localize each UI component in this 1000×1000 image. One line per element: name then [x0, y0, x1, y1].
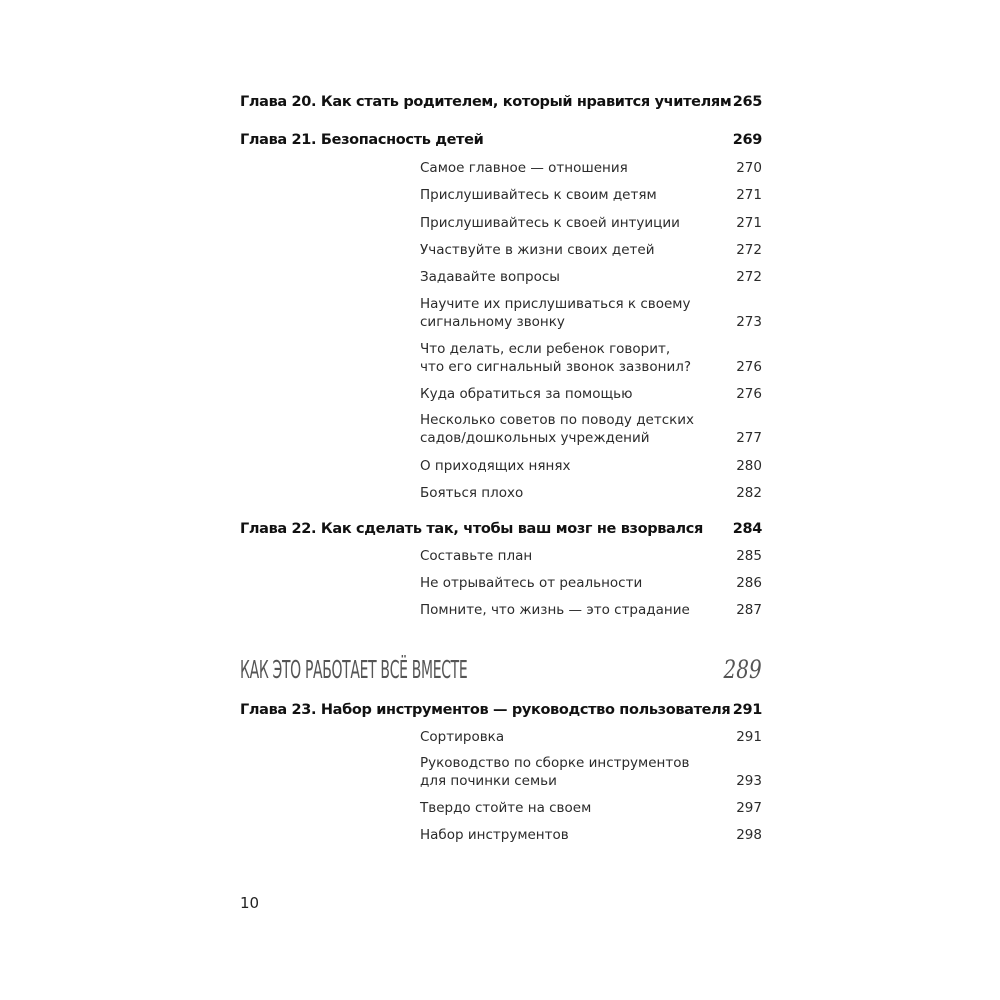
chapter-title: Глава 22. Как сделать так, чтобы ваш мозг не взорвался	[240, 521, 703, 537]
entry-page-number: 285	[736, 548, 762, 564]
entry-title: Что делать, если ребенок говорит, что его сигнальный звонок зазвонил?	[420, 341, 692, 375]
entry-title: Куда обратиться за помощью	[420, 386, 633, 402]
entry-page-number: 276	[736, 359, 762, 375]
entry-page-number: 291	[736, 729, 762, 745]
entry-page-number: 276	[736, 386, 762, 402]
entry-page-number: 272	[736, 242, 762, 258]
entry-title: Руководство по сборке инструментов для починки семьи	[420, 755, 690, 789]
entry-page-number: 271	[736, 187, 762, 203]
part-page-number: 289	[723, 655, 762, 684]
entry-title: Задавайте вопросы	[420, 269, 560, 285]
entry-title: Твердо стойте на своем	[420, 800, 592, 816]
entry-page-number: 270	[736, 160, 762, 176]
chapter-page-number: 291	[732, 702, 762, 718]
chapter-title: Глава 21. Безопасность детей	[240, 132, 484, 148]
entry-title: Прислушивайтесь к своей интуиции	[420, 215, 680, 231]
chapter-page-number: 265	[732, 94, 762, 110]
entry-title: О приходящих нянях	[420, 458, 571, 474]
entry-page-number: 287	[736, 602, 762, 618]
entry-title: Самое главное — отношения	[420, 160, 628, 176]
chapter-title: Глава 23. Набор инструментов — руководство пользователя	[240, 702, 731, 718]
entry-page-number: 277	[736, 430, 762, 446]
entry-page-number: 286	[736, 575, 762, 591]
entry-title: Несколько советов по поводу детских садов/дошкольных учреждений	[420, 412, 695, 446]
part-title: КАК ЭТО РАБОТАЕТ ВСЁ ВМЕСТЕ	[240, 655, 468, 684]
entry-title: Участвуйте в жизни своих детей	[420, 242, 655, 258]
entry-page-number: 293	[736, 773, 762, 789]
entry-title: Бояться плохо	[420, 485, 524, 501]
chapter-title: Глава 20. Как стать родителем, который нравится учителям	[240, 94, 732, 110]
entry-title: Прислушивайтесь к своим детям	[420, 187, 657, 203]
entry-page-number: 272	[736, 269, 762, 285]
entry-page-number: 297	[736, 800, 762, 816]
entry-page-number: 273	[736, 314, 762, 330]
chapter-page-number: 269	[732, 132, 762, 148]
entry-title: Составьте план	[420, 548, 533, 564]
entry-title: Помните, что жизнь — это страдание	[420, 602, 690, 618]
entry-title: Научите их прислушиваться к своему сигнальному звонку	[420, 296, 691, 330]
entry-title: Не отрывайтесь от реальности	[420, 575, 643, 591]
chapter-page-number: 284	[732, 521, 762, 537]
entry-page-number: 280	[736, 458, 762, 474]
entry-page-number: 271	[736, 215, 762, 231]
entry-title: Сортировка	[420, 729, 505, 745]
entry-title: Набор инструментов	[420, 827, 569, 843]
entry-page-number: 282	[736, 485, 762, 501]
page-number: 10	[240, 894, 260, 912]
entry-page-number: 298	[736, 827, 762, 843]
